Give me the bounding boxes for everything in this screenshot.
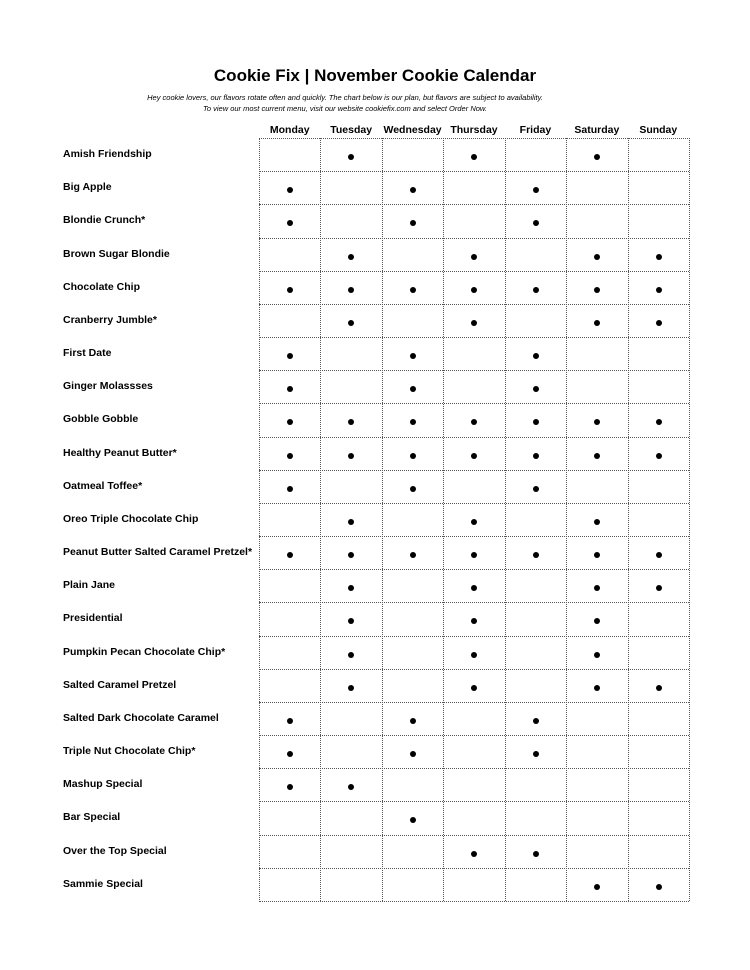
availability-dot bbox=[287, 353, 293, 359]
availability-dot bbox=[594, 320, 600, 326]
row-divider bbox=[259, 835, 689, 836]
availability-dot bbox=[471, 851, 477, 857]
row-divider bbox=[259, 735, 689, 736]
availability-dot bbox=[287, 751, 293, 757]
day-header-saturday: Saturday bbox=[574, 124, 620, 136]
availability-dot bbox=[287, 718, 293, 724]
availability-dot bbox=[410, 187, 416, 193]
row-divider bbox=[259, 470, 689, 471]
availability-dot bbox=[410, 453, 416, 459]
column-divider bbox=[566, 138, 567, 901]
availability-dot bbox=[287, 486, 293, 492]
column-divider bbox=[505, 138, 506, 901]
availability-dot bbox=[287, 287, 293, 293]
row-divider bbox=[259, 569, 689, 570]
subtitle-line-1: Hey cookie lovers, our flavors rotate often and quickly. The chart below is our plan, but flavors are subject to availability. bbox=[147, 93, 543, 102]
row-divider bbox=[259, 901, 689, 902]
availability-dot bbox=[533, 187, 539, 193]
availability-dot bbox=[348, 254, 354, 260]
cookie-name: Over the Top Special bbox=[63, 844, 167, 857]
cookie-name: Peanut Butter Salted Caramel Pretzel* bbox=[63, 546, 253, 559]
availability-dot bbox=[533, 353, 539, 359]
availability-dot bbox=[656, 254, 662, 260]
availability-dot bbox=[533, 718, 539, 724]
row-divider bbox=[259, 768, 689, 769]
availability-dot bbox=[594, 685, 600, 691]
availability-dot bbox=[287, 552, 293, 558]
row-divider bbox=[259, 437, 689, 438]
row-divider bbox=[259, 702, 689, 703]
availability-dot bbox=[594, 519, 600, 525]
availability-dot bbox=[410, 353, 416, 359]
cookie-name: Cranberry Jumble* bbox=[63, 313, 157, 326]
availability-dot bbox=[656, 552, 662, 558]
row-divider bbox=[259, 503, 689, 504]
row-divider bbox=[259, 304, 689, 305]
row-divider bbox=[259, 636, 689, 637]
cookie-name: Mashup Special bbox=[63, 778, 143, 791]
cookie-name: Amish Friendship bbox=[63, 148, 152, 160]
cookie-name: Healthy Peanut Butter* bbox=[63, 446, 177, 459]
availability-dot bbox=[471, 685, 477, 691]
availability-dot bbox=[656, 320, 662, 326]
cookie-name: Bar Special bbox=[63, 811, 121, 824]
column-divider bbox=[689, 138, 690, 901]
availability-dot bbox=[656, 419, 662, 425]
row-divider bbox=[259, 337, 689, 338]
availability-dot bbox=[594, 254, 600, 260]
row-divider bbox=[259, 403, 689, 404]
cookie-name: Triple Nut Chocolate Chip* bbox=[63, 745, 196, 758]
availability-dot bbox=[594, 652, 600, 658]
day-header-wednesday: Wednesday bbox=[383, 124, 442, 136]
cookie-name: Pumpkin Pecan Chocolate Chip* bbox=[63, 645, 226, 658]
availability-dot bbox=[287, 453, 293, 459]
availability-dot bbox=[348, 453, 354, 459]
availability-dot bbox=[410, 486, 416, 492]
availability-dot bbox=[410, 552, 416, 558]
column-divider bbox=[382, 138, 383, 901]
cookie-name: Oreo Triple Chocolate Chip bbox=[63, 512, 199, 525]
availability-dot bbox=[594, 453, 600, 459]
availability-dot bbox=[410, 287, 416, 293]
availability-dot bbox=[656, 884, 662, 890]
availability-dot bbox=[594, 884, 600, 890]
cookie-name: Oatmeal Toffee* bbox=[63, 479, 143, 492]
availability-dot bbox=[656, 685, 662, 691]
availability-dot bbox=[533, 552, 539, 558]
availability-dot bbox=[471, 254, 477, 260]
cookie-name: Big Apple bbox=[63, 181, 112, 194]
row-divider bbox=[259, 204, 689, 205]
availability-dot bbox=[471, 287, 477, 293]
row-divider bbox=[259, 171, 689, 172]
row-divider bbox=[259, 801, 689, 802]
availability-dot bbox=[533, 486, 539, 492]
availability-dot bbox=[656, 585, 662, 591]
subtitle-line-2: To view our most current menu, visit our website cookiefix.com and select Order Now. bbox=[202, 104, 487, 113]
day-header-sunday: Sunday bbox=[639, 124, 678, 136]
row-divider bbox=[259, 271, 689, 272]
availability-dot bbox=[533, 453, 539, 459]
cookie-name: Brown Sugar Blondie bbox=[63, 247, 170, 260]
cookie-name: First Date bbox=[63, 347, 112, 360]
availability-dot bbox=[594, 287, 600, 293]
column-divider bbox=[320, 138, 321, 901]
availability-dot bbox=[471, 453, 477, 459]
row-divider bbox=[259, 602, 689, 603]
column-divider bbox=[443, 138, 444, 901]
availability-dot bbox=[533, 287, 539, 293]
cookie-name: Salted Caramel Pretzel bbox=[63, 678, 177, 691]
availability-dot bbox=[656, 453, 662, 459]
day-header-monday: Monday bbox=[269, 124, 310, 136]
cookie-name: Blondie Crunch* bbox=[63, 214, 146, 227]
day-header-tuesday: Tuesday bbox=[330, 124, 373, 136]
cookie-name: Plain Jane bbox=[63, 579, 115, 592]
row-divider bbox=[259, 238, 689, 239]
row-divider bbox=[259, 868, 689, 869]
cookie-name: Gobble Gobble bbox=[63, 413, 139, 426]
day-header-thursday: Thursday bbox=[450, 124, 498, 136]
cookie-name: Presidential bbox=[63, 612, 123, 625]
row-divider bbox=[259, 669, 689, 670]
availability-dot bbox=[471, 652, 477, 658]
availability-dot bbox=[410, 751, 416, 757]
row-divider bbox=[259, 536, 689, 537]
cookie-name: Chocolate Chip bbox=[63, 280, 141, 293]
cookie-name: Sammie Special bbox=[63, 877, 143, 890]
availability-dot bbox=[656, 287, 662, 293]
availability-dot bbox=[533, 386, 539, 392]
row-divider bbox=[259, 370, 689, 371]
page-title: Cookie Fix | November Cookie Calendar bbox=[213, 66, 537, 85]
availability-dot bbox=[533, 751, 539, 757]
availability-dot bbox=[533, 851, 539, 857]
availability-dot bbox=[410, 718, 416, 724]
day-header-friday: Friday bbox=[519, 124, 552, 136]
cookie-name: Ginger Molassses bbox=[63, 380, 153, 393]
cookie-name: Salted Dark Chocolate Caramel bbox=[63, 711, 219, 724]
column-divider bbox=[628, 138, 629, 901]
